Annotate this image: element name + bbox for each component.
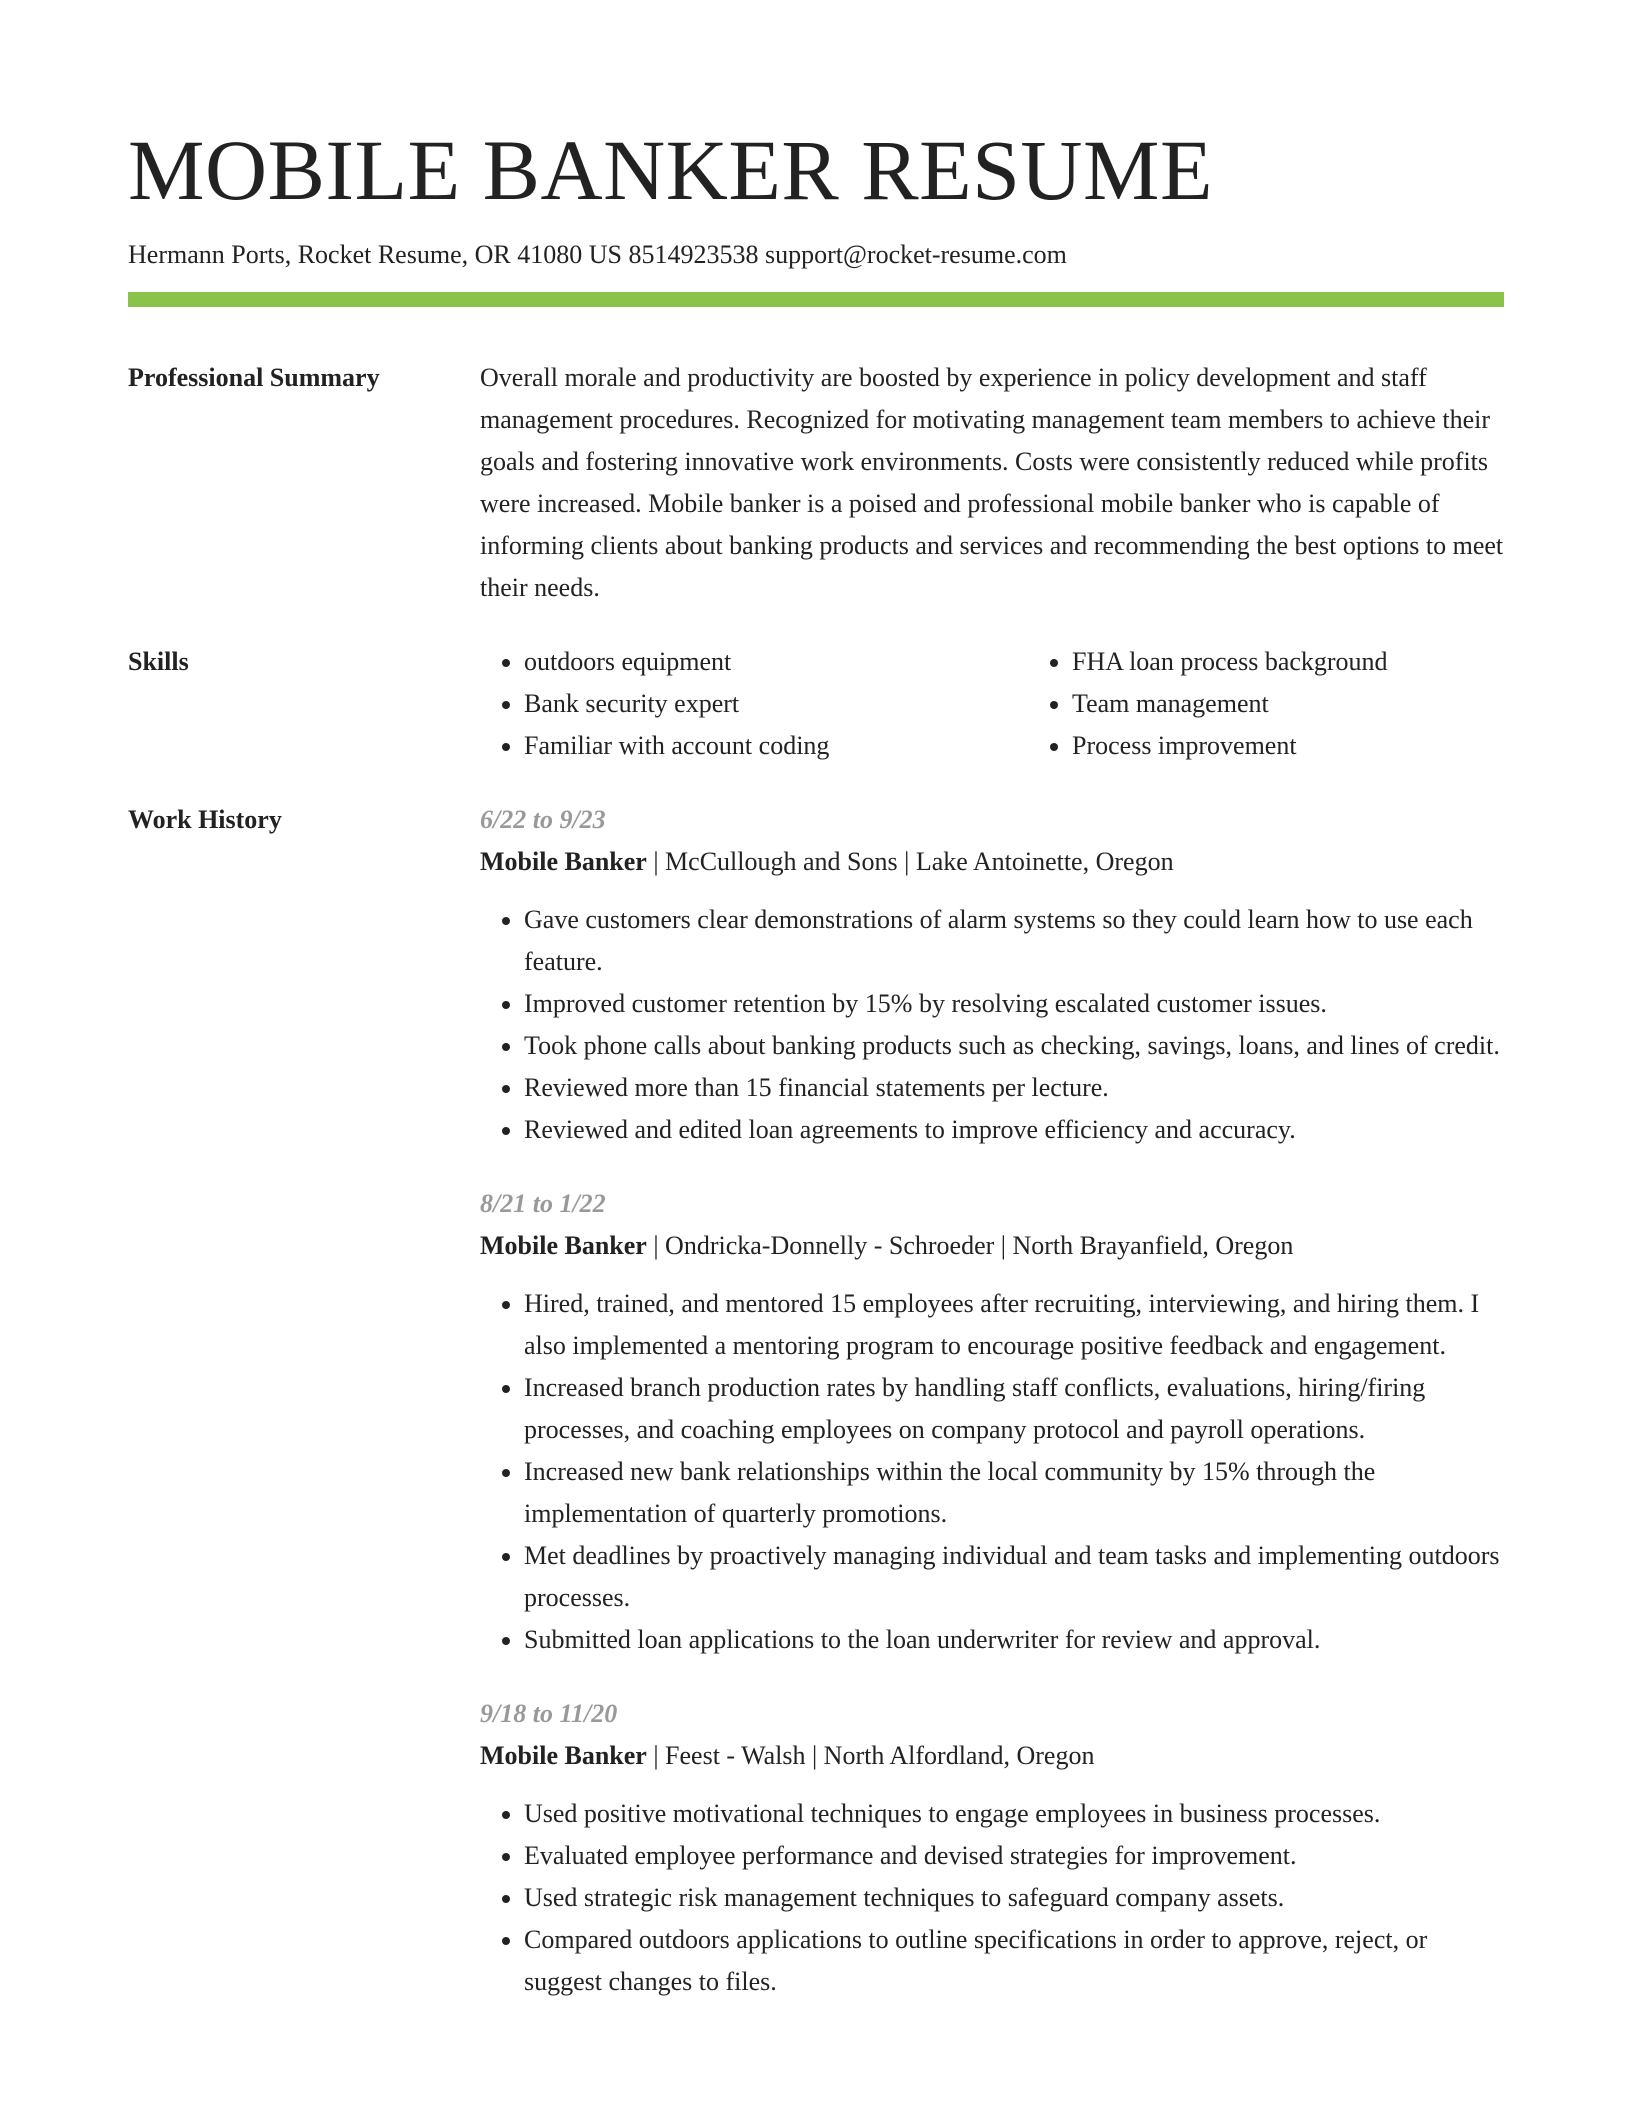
skills-list-left <box>480 641 1028 767</box>
contact-line: Hermann Ports, Rocket Resume, OR 41080 US 8514923538 support@rocket-resume.com <box>128 240 1067 269</box>
job-bullets <box>480 1793 1504 2003</box>
job-header <box>480 1225 1504 1267</box>
skills-section <box>128 641 1504 767</box>
work-history-section <box>128 799 1504 2035</box>
job-bullet: • Improved customer retention by 15% by resolving escalated customer issues. <box>524 983 1504 1025</box>
job-bullets <box>480 1283 1504 1661</box>
job-bullet: • Compared outdoors applications to outline specifications in order to approve, reject, or suggest changes to files. <box>524 1919 1504 2003</box>
skill-item: • Process improvement <box>1072 725 1576 767</box>
job-bullet: • Gave customers clear demonstrations of alarm systems so they could learn how to use each feature. <box>524 899 1504 983</box>
summary-section <box>128 357 1504 609</box>
job-bullet: • Used positive motivational techniques to engage employees in business processes. <box>524 1793 1504 1835</box>
work-history-heading: Work History <box>128 805 282 834</box>
job-title: Mobile Banker <box>480 1231 647 1260</box>
job-header <box>480 841 1504 883</box>
job-bullet: • Took phone calls about banking products such as checking, savings, loans, and lines of credit. <box>524 1025 1504 1067</box>
job-header <box>480 1735 1504 1777</box>
job-entry <box>480 1693 1504 2003</box>
job-dates: 6/22 to 9/23 <box>480 805 606 834</box>
job-bullet: • Used strategic risk management techniques to safeguard company assets. <box>524 1877 1504 1919</box>
job-dates: 8/21 to 1/22 <box>480 1189 606 1218</box>
job-title: Mobile Banker <box>480 847 647 876</box>
resume-page <box>128 0 1504 2035</box>
job-bullet: • Hired, trained, and mentored 15 employees after recruiting, interviewing, and hiring them. I also implemented a mentoring program to encourage positive feedback and engagement. <box>524 1283 1504 1367</box>
skill-item: • Team management <box>1072 683 1576 725</box>
skills-list-right <box>1028 641 1576 767</box>
job-details: | Feest - Walsh | North Alfordland, Oregon <box>646 1741 1095 1770</box>
header-divider <box>128 292 1504 307</box>
skill-item: • Familiar with account coding <box>524 725 1028 767</box>
job-details: | Ondricka-Donnelly - Schroeder | North Brayanfield, Oregon <box>646 1231 1294 1260</box>
job-bullet: • Reviewed and edited loan agreements to improve efficiency and accuracy. <box>524 1109 1504 1151</box>
job-dates: 9/18 to 11/20 <box>480 1699 618 1728</box>
job-bullet: • Evaluated employee performance and devised strategies for improvement. <box>524 1835 1504 1877</box>
skill-item: • outdoors equipment <box>524 641 1028 683</box>
resume-title: MOBILE BANKER RESUME <box>128 122 1214 218</box>
skills-heading: Skills <box>128 647 189 676</box>
job-entry <box>480 799 1504 1151</box>
job-bullet: • Submitted loan applications to the loan underwriter for review and approval. <box>524 1619 1504 1661</box>
skill-item: • Bank security expert <box>524 683 1028 725</box>
summary-heading: Professional Summary <box>128 363 380 392</box>
job-title: Mobile Banker <box>480 1741 647 1770</box>
job-bullet: • Increased branch production rates by handling staff conflicts, evaluations, hiring/firing processes, and coaching employees on company protocol and payroll operations. <box>524 1367 1504 1451</box>
skill-item: • FHA loan process background <box>1072 641 1576 683</box>
job-entry <box>480 1183 1504 1661</box>
job-bullet: • Met deadlines by proactively managing individual and team tasks and implementing outdoors processes. <box>524 1535 1504 1619</box>
job-bullet: • Increased new bank relationships within the local community by 15% through the implementation of quarterly promotions. <box>524 1451 1504 1535</box>
job-details: | McCullough and Sons | Lake Antoinette, Oregon <box>646 847 1174 876</box>
summary-text: Overall morale and productivity are boosted by experience in policy development and staff management procedures. Recognized for motivating management team members to achieve their goals and fostering innovative work environments. Costs were consistently reduced while profits were increased. Mobile banker is a poised and professional mobile banker who is capable of informing clients about banking products and services and recommending the best options to meet their needs. <box>480 363 1504 602</box>
job-bullet: • Reviewed more than 15 financial statements per lecture. <box>524 1067 1504 1109</box>
job-bullets <box>480 899 1504 1151</box>
